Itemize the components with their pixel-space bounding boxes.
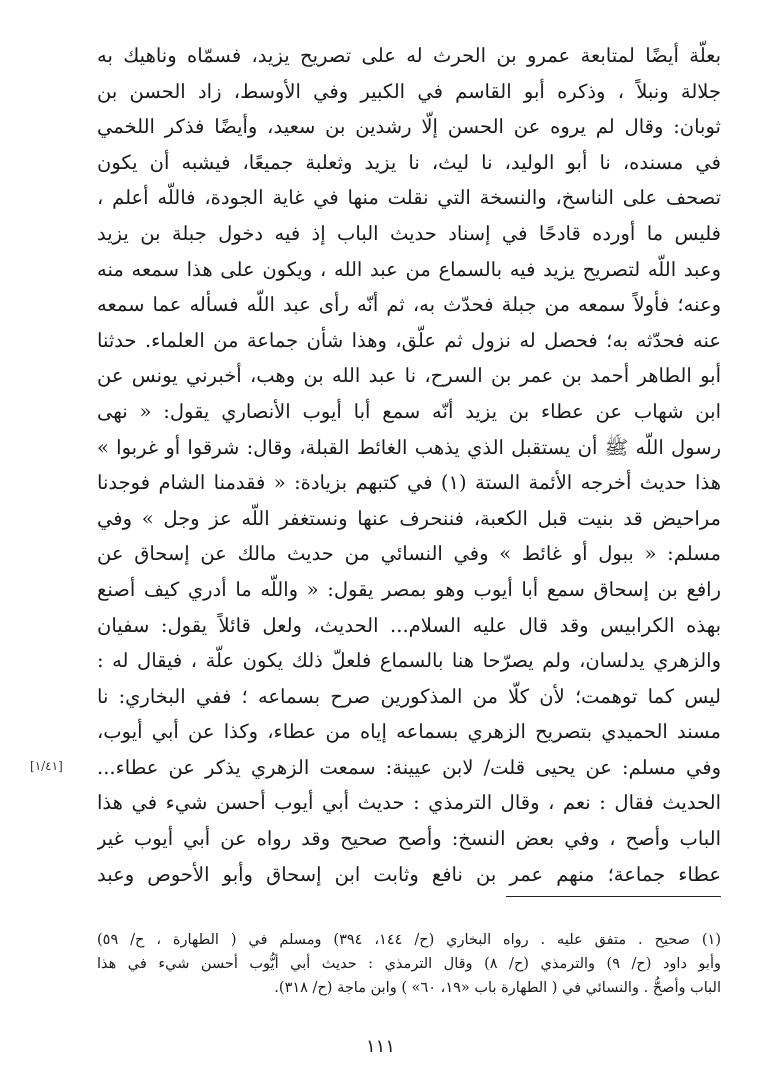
text-line: رافع بن إسحاق سمع أبا أيوب وهو بمصر يقول: « واللّه ما أدري كيف أصنع — [97, 577, 721, 601]
text-line: أبو الطاهر أحمد بن عمر بن السرح، نا عبد الله بن وهب، أخبرني يونس عن — [97, 364, 721, 388]
text-line: عطاء جماعة؛ منهم عمر بن نافع وثابت ابن إسحاق وأبو الأحوص وعبد — [97, 862, 721, 886]
text-line: وفي مسلم: عن يحيى قلت/ لابن عيينة: سمعت الزهري يذكر عن عطاء... — [97, 755, 721, 779]
text-line: تصحف على الناسخ، والنسخة التي نقلت منها في غاية الجودة، فاللّه أعلم ، — [97, 186, 721, 210]
text-line: هذا حديث أخرجه الأئمة الستة (١) في كتبهم بزيادة: « فقدمنا الشام فوجدنا — [97, 471, 721, 495]
text-line: فليس ما أورده قادحًا في إسناد حديث الباب إذ فيه دخول جبلة بن يزيد — [97, 221, 721, 245]
main-text — [97, 38, 721, 892]
text-line: ليس كما توهمت؛ لأن كلّا من المذكورين صرح بسماعه ؛ ففي البخاري: نا — [97, 684, 721, 708]
text-line: في مسنده، نا أبو الوليد، نا ليث، نا يزيد وثعلبة جميعًا، فيشبه أن يكون — [97, 150, 721, 174]
text-line: ابن شهاب عن عطاء بن يزيد أنّه سمع أبا أيوب الأنصاري يقول: « نهى — [97, 399, 721, 423]
footnote-line: وأبو داود (ح/ ٩) والترمذي (ح/ ٨) وقال الترمذي : حديث أبي أيُّوب أحسن شيء في هذا — [97, 956, 721, 972]
text-line: ثوبان: وقال لم يروه عن الحسن إلّا رشدين بن سعيد، وأيضًا فذكر اللخمي — [97, 115, 721, 139]
text-line: بهذه الكرابيس وقد قال عليه السلام... الحديث، ولعل قائلاً يقول: سفيان — [97, 613, 721, 637]
text-line: وعنه؛ فأولاً سمعه من جبلة فحدّث به، ثم أنّه رأى عبد اللّه فسأله عما سمعه — [97, 293, 721, 317]
text-line: الحديث فقال : نعم ، وقال الترمذي : حديث أبي أيوب أحسن شيء في هذا — [97, 791, 721, 815]
text-line: مسلم: « ببول أو غائط » وفي النسائي من حديث مالك عن إسحاق عن — [97, 542, 721, 566]
text-line: عنه فحدّثه به؛ فحصل له نزول ثم علّق، وهذا شأن جماعة من العلماء. حدثنا — [97, 328, 721, 352]
footnote-line: (١) صحيح . متفق عليه . رواه البخاري (ح/ ١٤٤، ٣٩٤) ومسلم في ( الطهارة ، ح/ ٥٩) — [97, 932, 721, 948]
page-number: ١١١ — [365, 1036, 395, 1057]
text-line: جلالة ونبلاً ، وذكره أبو القاسم في الكبير وفي الأوسط، زاد الحسن بن — [97, 79, 721, 103]
footnote-separator — [506, 896, 721, 897]
text-line: مراحيض قد بنيت قبل الكعبة، فننحرف عنها ونستغفر اللّه عز وجل » وفي — [97, 506, 721, 530]
footnote-line: الباب وأصحُّ . والنسائي في ( الطهارة باب «١٩، ٦٠» ) وابن ماجة (ح/ ٣١٨). — [274, 980, 721, 996]
text-line: الباب وأصح ، وفي بعض النسخ: وأصح صحيح وقد رواه عن أبي أيوب غير — [97, 827, 721, 851]
text-line: مسند الحميدي بتصريح الزهري بسماعه إياه من عطاء، وكذا عن أبي أيوب، — [97, 720, 721, 744]
margin-folio-reference: [١/٤١] — [30, 759, 63, 773]
text-line: بعلّة أيضًا لمتابعة عمرو بن الحرث له على تصريح يزيد، فسمّاه وناهيك به — [97, 44, 721, 67]
footnotes — [97, 928, 721, 1000]
text-line: والزهري يدلسان، ولم يصرّحا هنا بالسماع فلعلّ ذلك يكون علّة ، فيقال له : — [97, 649, 721, 673]
text-line: وعبد اللّه لتصريح يزيد فيه بالسماع من عبد الله ، ويكون على هذا سمعه منه — [97, 257, 721, 281]
text-line: رسول اللّه ﷺ أن يستقبل الذي يذهب الغائط القبلة، وقال: شرقوا أو غربوا » — [97, 435, 721, 459]
